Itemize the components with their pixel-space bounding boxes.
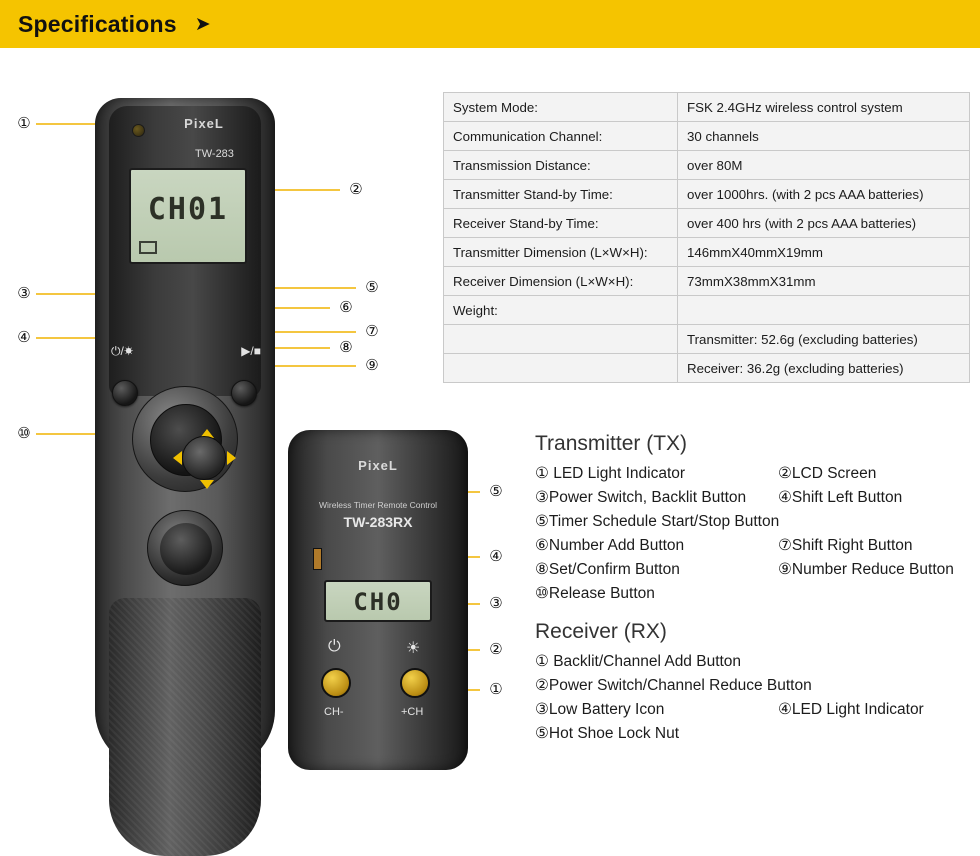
power-icon: ⏻ [328,638,341,655]
legend-item: ④LED Light Indicator [778,701,924,719]
spec-value: 146mmX40mmX19mm [678,238,970,267]
spec-key: Transmission Distance: [444,151,678,180]
specifications-table [443,92,970,383]
arrow-right-icon: ➤ [194,13,211,35]
callout-rx-5: ⑤ [489,483,503,500]
spec-value: 73mmX38mmX31mm [678,267,970,296]
callout-tx-10: ⑩ [17,425,31,442]
receiver-legend-title: Receiver (RX) [535,620,667,643]
legend-item: ① Backlit/Channel Add Button [535,653,742,670]
table-row [444,180,970,209]
power-switch-backlit-button[interactable] [112,380,138,406]
number-reduce-button-icon[interactable] [200,480,214,489]
table-row [444,354,970,383]
transmitter-brand: PixeL [184,116,224,131]
table-row [444,122,970,151]
spec-table-body [444,93,970,383]
transmitter-lcd-text: CH01 [147,192,229,227]
spec-key: Receiver Dimension (L×W×H): [444,267,678,296]
transmitter-legend [535,432,980,606]
shift-left-button-icon[interactable] [173,451,182,465]
receiver-brand: PixeL [358,458,398,473]
callout-tx-5: ⑤ [365,279,379,296]
spec-key: Weight: [444,296,678,325]
spec-value: Receiver: 36.2g (excluding batteries) [678,354,970,383]
spec-key: Transmitter Stand-by Time: [444,180,678,209]
transmitter-device [95,98,275,770]
callout-tx-2: ② [349,181,363,198]
led-light-indicator-icon [132,124,145,137]
transmitter-button-labels [111,344,261,359]
legend-item: ④Shift Left Button [778,489,903,507]
callout-tx-8: ⑧ [339,339,353,356]
spec-key: Transmitter Dimension (L×W×H): [444,238,678,267]
callout-rx-4: ④ [489,548,503,565]
start-stop-label: ▶/■ [241,344,261,358]
power-switch-channel-reduce-button[interactable] [321,668,351,698]
callout-tx-3: ③ [17,285,31,302]
callout-rx-2: ② [489,641,503,658]
callout-tx-4: ④ [17,329,31,346]
legend-item: ⑩Release Button [535,585,655,603]
power-backlit-label: ⏻/☀ [111,344,134,358]
led-light-indicator-slot-icon [313,548,322,570]
callout-tx-7: ⑦ [365,323,379,340]
table-row [444,151,970,180]
callout-tx-6: ⑥ [339,299,353,316]
backlit-icon: ☀ [406,640,421,657]
transmitter-lcd-screen [129,168,247,264]
spec-value: FSK 2.4GHz wireless control system [678,93,970,122]
receiver-legend [535,620,980,746]
legend-item: ③Power Switch, Backlit Button [535,489,747,507]
spec-value: Transmitter: 52.6g (excluding batteries) [678,325,970,354]
spec-value: over 1000hrs. (with 2 pcs AAA batteries) [678,180,970,209]
spec-value: 30 channels [678,122,970,151]
spec-key: Communication Channel: [444,122,678,151]
legend-item: ① LED Light Indicator [535,465,686,482]
callout-rx-1: ① [489,681,503,698]
spec-value: over 400 hrs (with 2 pcs AAA batteries) [678,209,970,238]
channel-reduce-label: CH- [324,706,344,718]
page-header [0,0,980,48]
backlit-channel-add-button[interactable] [400,668,430,698]
table-row [444,209,970,238]
receiver-lcd-screen [324,580,432,622]
set-confirm-button[interactable] [182,436,226,480]
receiver-device [288,430,468,770]
dpad-inner-ring[interactable] [150,404,222,476]
table-row [444,267,970,296]
legend-item: ⑦Shift Right Button [778,537,913,555]
spec-key [444,325,678,354]
page-title: Specifications [18,10,177,37]
legend-row [535,462,980,486]
dpad-outer-ring[interactable] [132,386,238,492]
transmitter-model: TW-283 [195,148,234,160]
legend-item: ②LCD Screen [778,465,877,482]
legend-item: ⑨Number Reduce Button [778,561,954,579]
callout-tx-1: ① [17,115,31,132]
timer-schedule-start-stop-button[interactable] [231,380,257,406]
release-button-ring[interactable] [147,510,223,586]
spec-value: over 80M [678,151,970,180]
lcd-indicator-box-icon [139,241,157,254]
legend-item: ⑧Set/Confirm Button [535,561,680,579]
table-row [444,238,970,267]
transmitter-legend-title: Transmitter (TX) [535,432,688,455]
legend-item: ⑤Timer Schedule Start/Stop Button [535,513,780,531]
table-row [444,296,970,325]
callout-rx-3: ③ [489,595,503,612]
release-button[interactable] [160,523,212,575]
spec-value [678,296,970,325]
receiver-lcd-text: CH0 [353,588,403,616]
legend-row [535,698,980,722]
legend-item: ③Low Battery Icon [535,701,665,719]
shift-right-button-icon[interactable] [227,451,236,465]
legend-item: ⑤Hot Shoe Lock Nut [535,725,679,743]
receiver-subtitle: Wireless Timer Remote Control [318,500,438,510]
receiver-model: TW-283RX [343,514,413,530]
table-row [444,325,970,354]
channel-add-label: +CH [401,706,424,718]
table-row [444,93,970,122]
transmitter-grip [109,598,261,856]
spec-key: System Mode: [444,93,678,122]
legend-item: ⑥Number Add Button [535,537,685,555]
spec-key: Receiver Stand-by Time: [444,209,678,238]
legend-row [535,486,980,510]
callout-tx-9: ⑨ [365,357,379,374]
legend-row [535,534,980,558]
legend-row [535,558,980,582]
legend-item: ②Power Switch/Channel Reduce Button [535,677,812,695]
spec-key [444,354,678,383]
